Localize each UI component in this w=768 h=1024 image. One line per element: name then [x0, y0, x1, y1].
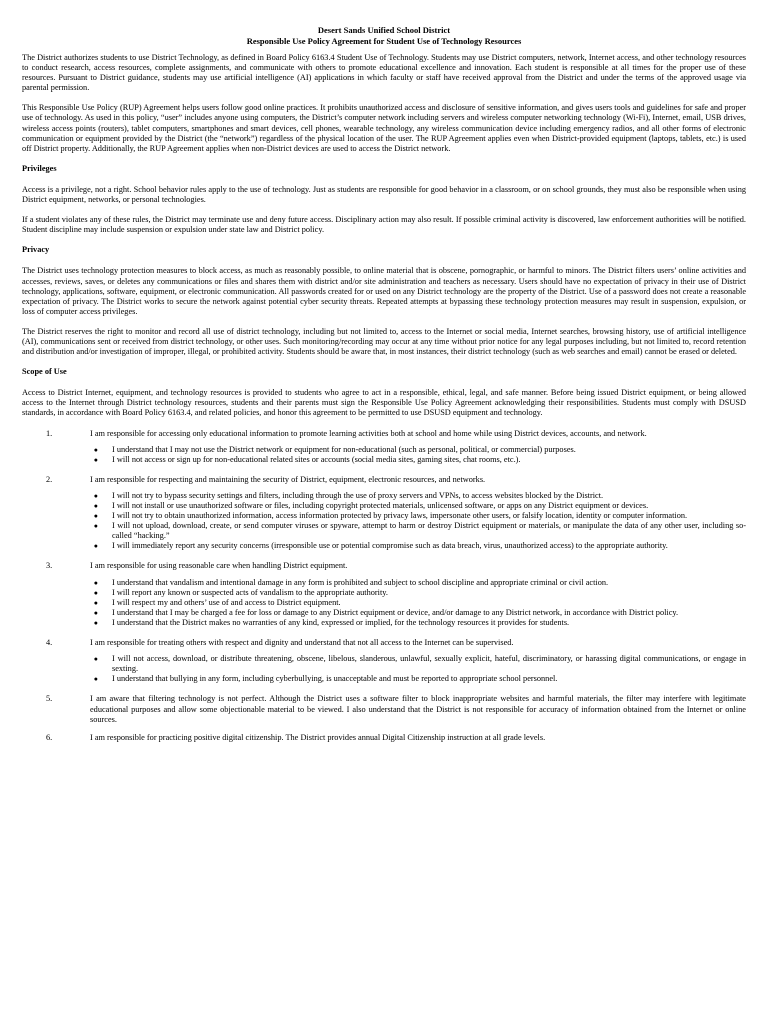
- bullet-text: I will respect my and others’ use of and access to District equipment.: [112, 597, 341, 607]
- bullet-icon: ●: [93, 491, 98, 500]
- privileges-heading: Privileges: [22, 163, 57, 173]
- responsibility-item: [22, 429, 746, 439]
- bullet-icon: ●: [93, 618, 98, 627]
- bullet-item: [22, 654, 746, 674]
- district-name-title: Desert Sands Unified School District: [317, 25, 451, 35]
- bullet-item: [22, 501, 746, 511]
- bullet-text: I will report any known or suspected acts of vandalism to the appropriate authority.: [112, 587, 388, 597]
- bullet-text: I will not access or sign up for non-educational related sites or accounts (social media sites, gaming sites, chat rooms, etc.).: [112, 454, 521, 464]
- bullet-icon: ●: [93, 455, 98, 464]
- bullet-icon: ●: [93, 675, 98, 684]
- bullet-text: I will not access, download, or distribute threatening, obscene, libelous, slanderous, unlawful, sexually explicit, hateful, discriminatory, or harassing digital communications, or engage in sexting.: [112, 654, 746, 674]
- bullet-item: [22, 578, 746, 588]
- privacy-heading: Privacy: [22, 245, 50, 255]
- item-text: I am responsible for treating others with respect and dignity and understand that not all access to the Internet can be supervised.: [90, 638, 514, 648]
- bullet-text: I understand that I may be charged a fee for loss or damage to any District equipment or device, and/or damage to any District network, in accordance with District policy.: [112, 607, 679, 617]
- privileges-paragraph: Access is a privilege, not a right. School behavior rules apply to the use of technology. Just as students are responsible for good behavior in a classroom, or on school grounds, they must also be responsible when using District equipment, networks, or personal technologies.: [22, 184, 746, 205]
- agreement-title: Responsible Use Policy Agreement for Student Use of Technology Resources: [246, 36, 522, 46]
- bullet-item: [22, 491, 746, 501]
- bullet-item: [22, 541, 746, 551]
- bullet-item: [22, 455, 746, 465]
- item-bullet-list: [22, 578, 746, 628]
- item-number: 2.: [46, 474, 53, 484]
- item-number: 5.: [46, 694, 53, 704]
- intro-paragraph: This Responsible Use Policy (RUP) Agreement helps users follow good online practices. It prohibits unauthorized access and disclosure of sensitive information, and gives users tools and guidelines for safe and proper use of technology. As used in this policy, “user” includes anyone using computers, the District’s computer network including servers and wireless computer networking technology (Wi-Fi), Internet, email, USB drives, wireless access points (routers), tablet computers, smartphones and smart devices, cell phones, wearable technology, any wireless communication device including emergency radios, and all other forms of electronic communication or equipment provided by the District (the “network”) regardless of the physical location of the user. The RUP Agreement applies even when District-provided equipment (laptops, tablets, etc.) is used off District property. Additionally, the RUP Agreement applies when non-District devices are used to access the District network.: [22, 103, 746, 153]
- bullet-item: [22, 674, 746, 684]
- privacy-paragraph: The District uses technology protection measures to block access, as much as reasonably possible, to online material that is obscene, pornographic, or harmful to minors. The District filters users’ online activities and accesses, reviews, saves, or deletes any communications or files and shares them with district and/or site administration and teachers as necessary. Users should have no expectation of privacy in their use of District technology, applications, software, equipment, or electronic communication. All passwords created for or used on any District technology are the property of the District. Use of a password does not create a reasonable expectation of privacy. The District works to secure the network against potential cyber security threats. Repeated attempts at bypassing these technology protection measures may result in suspension, expulsion, or loss of computer access privileges.: [22, 266, 746, 316]
- item-number: 1.: [46, 428, 53, 438]
- item-number: 6.: [46, 732, 53, 742]
- bullet-text: I will not install or use unauthorized software or files, including copyright protected materials, unlicensed software, or apps on any District equipment or devices.: [112, 501, 649, 510]
- bullet-icon: ●: [93, 542, 98, 551]
- document-title-block: [22, 25, 746, 47]
- scope-of-use-paragraph: Access to District Internet, equipment, and technology resources is provided to students who agree to act in a responsible, ethical, legal, and safe manner. Before being issued District equipment, or being allowed access to the Internet through District technology resources, students and their parents must sign the Responsible Use Policy Agreement acknowledging their responsibilities. Students must comply with DSUSD standards, in accordance with Board Policy 6163.4, and related policies, and honor this agreement to be permitted to use DSUSD equipment and technology.: [22, 388, 746, 418]
- bullet-item: [22, 618, 746, 628]
- bullet-icon: ●: [93, 578, 98, 587]
- scope-of-use-heading: Scope of Use: [22, 367, 67, 377]
- bullet-icon: ●: [93, 598, 98, 607]
- item-bullet-list: [22, 445, 746, 465]
- responsibility-item: [22, 694, 746, 724]
- responsibility-item: [22, 561, 746, 571]
- item-number: 4.: [46, 638, 53, 648]
- bullet-text: I will immediately report any security concerns (irresponsible use or potential compromise such as data breach, virus, unauthorized access) to the appropriate authority.: [112, 541, 668, 551]
- item-text: I am aware that filtering technology is not perfect. Although the District uses a software filter to block inappropriate websites and harmful materials, the filter may interfere with legitimate educational purposes and allow some objectionable material to be viewed. I also understand that the District is not responsible for accuracy of information obtained from the Internet or online sources.: [90, 694, 746, 724]
- bullet-text: I understand that vandalism and intentional damage in any form is prohibited and subject to school discipline and appropriate criminal or civil action.: [112, 577, 609, 587]
- responsibility-item: [22, 733, 746, 743]
- privileges-paragraph: If a student violates any of these rules, the District may terminate use and deny future access. Disciplinary action may also result. If possible criminal activity is discovered, law enforcement authorities will be notified. Student discipline may include suspension or expulsion under state law and District policy.: [22, 215, 746, 235]
- bullet-icon: ●: [93, 588, 98, 597]
- item-number: 3.: [46, 561, 53, 571]
- bullet-icon: ●: [93, 522, 98, 531]
- bullet-item: [22, 608, 746, 618]
- policy-document-page: [22, 25, 746, 751]
- bullet-icon: ●: [93, 445, 98, 454]
- bullet-item: [22, 445, 746, 455]
- bullet-text: I will not try to obtain unauthorized information, access information protected by privacy laws, impersonate other users, or falsify location, identity or computer information.: [112, 511, 688, 521]
- item-text: I am responsible for practicing positive digital citizenship. The District provides annual Digital Citizenship instruction at all grade levels.: [90, 732, 546, 742]
- numbered-responsibility-list: [22, 429, 746, 743]
- bullet-icon: ●: [93, 512, 98, 521]
- bullet-text: I understand that bullying in any form, including cyberbullying, is unacceptable and must be reported to appropriate school personnel.: [112, 674, 558, 684]
- bullet-icon: ●: [93, 655, 98, 664]
- item-bullet-list: [22, 654, 746, 684]
- privacy-paragraph: The District reserves the right to monitor and record all use of district technology, including but not limited to, access to the Internet or social media, Internet searches, browsing history, use of artificial intelligence (AI), communications sent or received from district technology, or other uses. Such monitoring/recording may occur at any time without prior notice for any legal purposes including, but not limited to, record retention and distribution and/or investigation of improper, illegal, or prohibited activity. Students should be aware that, in most instances, their district technology (such as web searches and email) cannot be erased or deleted.: [22, 326, 746, 357]
- responsibility-item: [22, 638, 746, 648]
- bullet-icon: ●: [93, 502, 98, 510]
- item-text: I am responsible for using reasonable care when handling District equipment.: [90, 561, 348, 571]
- item-bullet-list: [22, 491, 746, 552]
- intro-paragraph: The District authorizes students to use District Technology, as defined in Board Policy 6163.4 Student Use of Technology. Students may use District computers, network, Internet access, and other technology resources to conduct research, access resources, complete assignments, and communicate with others to promote educational excellence and innovation. Each student is responsible at all times for the proper use of these resources. Pursuant to District guidance, students may use artificial intelligence (AI) applications in which faculty or staff have received approval from the District and under the terms of the approved usage via parental permission.: [22, 53, 746, 93]
- item-text: I am responsible for accessing only educational information to promote learning activities both at school and home while using District devices, accounts, and network.: [90, 428, 647, 438]
- bullet-icon: ●: [93, 608, 98, 617]
- bullet-item: [22, 598, 746, 608]
- bullet-item: [22, 511, 746, 521]
- responsibility-item: [22, 475, 746, 485]
- bullet-text: I will not try to bypass security settings and filters, including through the use of proxy servers and VPNs, to access websites blocked by the District.: [112, 490, 604, 500]
- bullet-text: I understand that the District makes no warranties of any kind, expressed or implied, for the technology resources it provides for students.: [112, 617, 570, 627]
- bullet-item: [22, 521, 746, 541]
- item-text: I am responsible for respecting and maintaining the security of District, equipment, electronic resources, and networks.: [90, 474, 486, 484]
- bullet-item: [22, 588, 746, 598]
- bullet-text: I understand that I may not use the District network or equipment for non-educational (such as personal, political, or commercial) purposes.: [112, 444, 576, 454]
- bullet-text: I will not upload, download, create, or send computer viruses or spyware, attempt to harm or destroy District equipment or materials, or manipulate the data of any other user, including so-called “hacking.”: [112, 521, 746, 541]
